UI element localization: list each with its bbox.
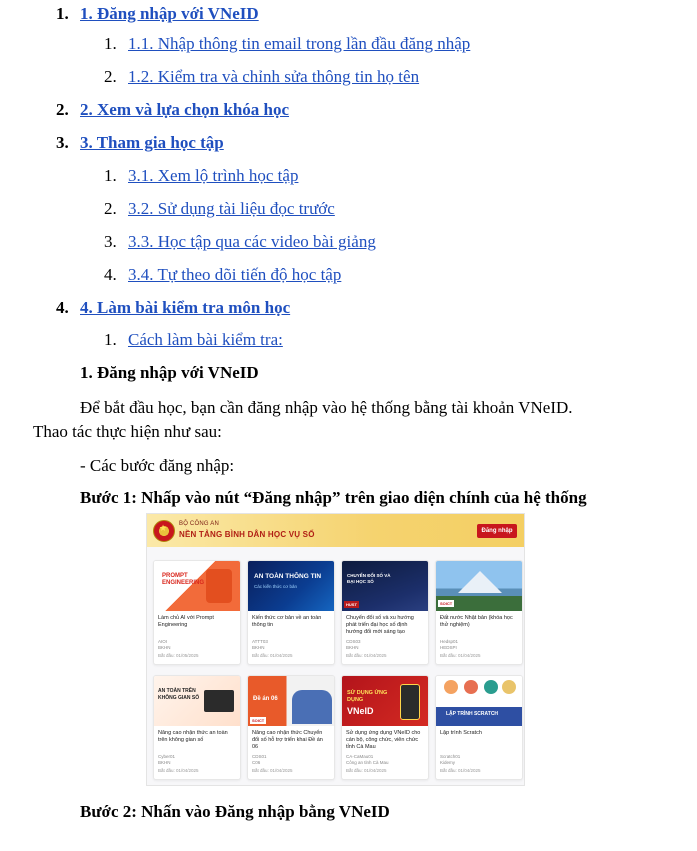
course-code: CDS03 — [346, 639, 361, 644]
course-date: Bắt đầu: 01/04/2025 — [440, 653, 481, 658]
thumb-text: LẬP TRÌNH SCRATCH — [446, 711, 499, 717]
kid-avatar-icon — [464, 680, 478, 694]
toc-link-lo-trinh[interactable]: 3.1. Xem lộ trình học tập — [128, 166, 299, 185]
course-org: BKHN — [252, 645, 265, 650]
thumb-badge: HUST — [346, 602, 357, 607]
robot-illustration-icon — [206, 569, 232, 603]
thumb-text: Đề án 06 — [253, 696, 278, 702]
toc-link-tien-do[interactable]: 3.4. Tự theo dõi tiến độ học tập — [128, 265, 342, 284]
org-name: BỘ CÔNG AN — [179, 521, 220, 527]
toc-link-kiem-tra[interactable]: 4. Làm bài kiểm tra môn học — [80, 298, 291, 317]
toc-link-kiem-tra-ho-ten[interactable]: 1.2. Kiểm tra và chỉnh sửa thông tin họ tên — [128, 67, 420, 86]
course-date: Bắt đầu: 01/04/2025 — [440, 768, 481, 773]
course-org: Công an tỉnh Cà Mau — [346, 760, 389, 765]
thumb-subtext: VNeID — [347, 706, 374, 716]
thumb-badge: SOICT — [252, 718, 265, 723]
course-date: Bắt đầu: 01/04/2025 — [252, 768, 293, 773]
intro-line-1: Để bắt đầu học, bạn cần đăng nhập vào hệ thống bằng tài khoản VNeID. — [80, 398, 573, 417]
thumb-text: AN TOÀN THÔNG TIN — [254, 573, 322, 580]
toc-item-3-4 — [104, 264, 341, 286]
course-title: Kiến thức cơ bản về an toàn thông tin — [252, 615, 322, 628]
course-card[interactable] — [341, 560, 429, 665]
toc-link-tham-gia[interactable]: 3. Tham gia học tập — [80, 133, 224, 152]
toc-item-3-1 — [104, 165, 298, 187]
mountain-illustration-icon — [458, 571, 502, 593]
toc-link-nhap-email[interactable]: 1.1. Nhập thông tin email trong lần đầu đăng nhập — [128, 34, 471, 53]
step-2: Bước 2: Nhấn vào Đăng nhập bằng VNeID — [80, 802, 390, 821]
course-code: ATTT03 — [252, 639, 268, 644]
toc-number: 4. — [56, 298, 69, 317]
course-thumbnail — [154, 676, 240, 726]
course-title: Lập trình Scratch — [440, 730, 482, 736]
laptop-illustration-icon — [204, 690, 234, 712]
thumb-subtext: Các kiến thức cơ bản — [254, 584, 297, 589]
toc-number: 2. — [56, 100, 69, 119]
toc-number: 4. — [104, 265, 117, 284]
course-card[interactable] — [153, 675, 241, 780]
toc-item-2 — [56, 99, 289, 121]
toc-number: 3. — [56, 133, 69, 152]
toc-number: 2. — [104, 199, 117, 218]
course-thumbnail — [342, 676, 428, 726]
course-date: Bắt đầu: 01/04/2025 — [252, 653, 293, 658]
toc-number: 1. — [104, 166, 117, 185]
course-thumbnail — [154, 561, 240, 611]
course-org: C06 — [252, 760, 261, 765]
course-card[interactable] — [435, 560, 523, 665]
toc-item-3 — [56, 132, 224, 154]
kid-avatar-icon — [484, 680, 498, 694]
phone-illustration-icon — [400, 684, 420, 720]
toc-link-cach-lam[interactable]: Cách làm bài kiểm tra: — [128, 330, 283, 349]
course-code: AIOI — [158, 639, 168, 644]
toc-number: 2. — [104, 67, 117, 86]
toc-number: 1. — [56, 4, 69, 23]
thumb-badge: SOICT — [440, 601, 453, 606]
course-org: HEDSPI — [440, 645, 457, 650]
course-title: Nâng cao nhận thức Chuyển đổi số hỗ trợ triển khai Đề án 06 — [252, 730, 323, 750]
course-org: BKHN — [346, 645, 359, 650]
platform-name: NỀN TẢNG BÌNH DÂN HỌC VỤ SỐ — [179, 530, 315, 539]
course-thumbnail — [436, 561, 522, 611]
course-org: BKHN — [158, 760, 171, 765]
course-card[interactable] — [153, 560, 241, 665]
toc-link-video[interactable]: 3.3. Học tập qua các video bài giảng — [128, 232, 376, 251]
people-illustration-icon — [292, 690, 332, 724]
thumb-text: PROMPT ENGINEERING — [162, 573, 205, 586]
course-date: Bắt đầu: 01/04/2025 — [346, 768, 387, 773]
course-title: Nâng cao nhận thức an toàn trên không gian số — [158, 730, 228, 743]
course-date: Bắt đầu: 01/04/2025 — [158, 768, 199, 773]
course-date: Bắt đầu: 01/05/2025 — [158, 653, 199, 658]
course-code: CDS01 — [252, 754, 267, 759]
kid-avatar-icon — [444, 680, 458, 694]
course-card[interactable] — [247, 560, 335, 665]
thumb-text: CHUYỂN ĐỔI SỐ VÀ ĐẠI HỌC SỐ — [347, 573, 391, 584]
login-button[interactable]: Đăng nhập — [477, 524, 517, 538]
police-emblem-icon — [153, 520, 175, 542]
course-thumbnail — [436, 676, 522, 726]
course-code: Cyber01 — [158, 754, 176, 759]
course-title: Làm chủ AI với Prompt Engineering — [158, 615, 214, 628]
course-org: Kidemy — [440, 760, 456, 765]
thumb-text: SỬ DỤNG ỨNG DỤNG — [347, 690, 388, 703]
section-heading: 1. Đăng nhập với VNeID — [80, 363, 259, 382]
toc-number: 1. — [104, 34, 117, 53]
course-date: Bắt đầu: 01/04/2025 — [346, 653, 387, 658]
toc-item-4 — [56, 297, 290, 319]
course-code: Hedsp01 — [440, 639, 459, 644]
toc-link-dang-nhap[interactable]: 1. Đăng nhập với VNeID — [80, 4, 259, 23]
toc-link-khoa-hoc[interactable]: 2. Xem và lựa chọn khóa học — [80, 100, 290, 119]
thumb-text: AN TOÀN TRÊN KHÔNG GIAN SỐ — [158, 688, 200, 701]
course-title: Chuyển đổi số và xu hướng phát triển đại học số định hướng đổi mới sáng tạo — [346, 615, 414, 635]
toc-link-tai-lieu[interactable]: 3.2. Sử dụng tài liệu đọc trước — [128, 199, 335, 218]
platform-screenshot — [146, 513, 525, 786]
platform-header — [147, 514, 524, 547]
toc-number: 1. — [104, 330, 117, 349]
step-1: Bước 1: Nhấp vào nút “Đăng nhập” trên giao diện chính của hệ thống — [80, 488, 587, 507]
course-title: Sử dụng ứng dụng VNeID cho cán bộ, công chức, viên chức tỉnh Cà Mau — [346, 730, 421, 750]
course-card[interactable] — [435, 675, 523, 780]
toc-item-1-1 — [104, 33, 470, 55]
course-thumbnail — [342, 561, 428, 611]
toc-item-4-1 — [104, 329, 283, 351]
kid-avatar-icon — [502, 680, 516, 694]
course-code: Scratch01 — [440, 754, 461, 759]
toc-item-1 — [56, 3, 259, 25]
course-org: BKHN — [158, 645, 171, 650]
steps-intro: - Các bước đăng nhập: — [80, 456, 235, 475]
course-title: Đất nước Nhật bản (khóa học thử nghiệm) — [440, 615, 513, 628]
course-card[interactable] — [341, 675, 429, 780]
course-card[interactable] — [247, 675, 335, 780]
course-code: CA-CaMau01 — [346, 754, 374, 759]
toc-number: 3. — [104, 232, 117, 251]
toc-item-3-3 — [104, 231, 376, 253]
intro-line-2: Thao tác thực hiện như sau: — [33, 422, 222, 441]
toc-item-3-2 — [104, 198, 335, 220]
course-thumbnail — [248, 561, 334, 611]
course-thumbnail — [248, 676, 334, 726]
toc-item-1-2 — [104, 66, 419, 88]
